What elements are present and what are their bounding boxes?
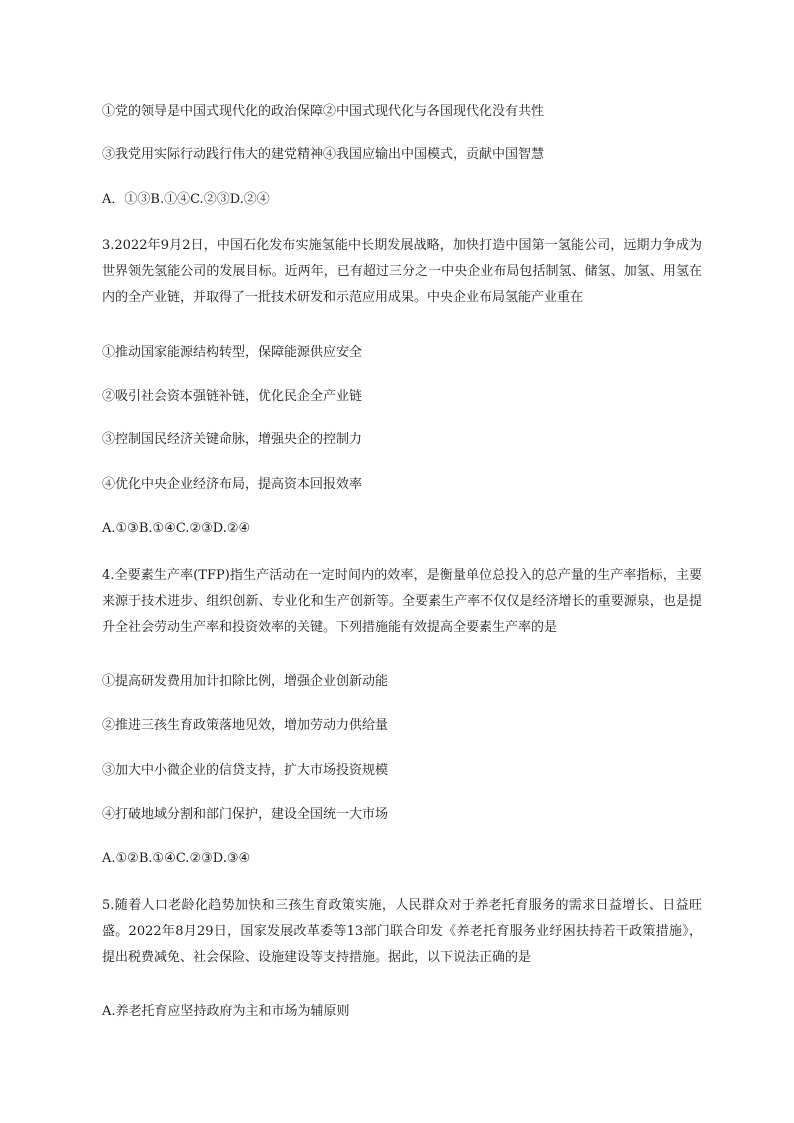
q3-answer-choices: A.①③B.①④C.②③D.②④ — [102, 521, 251, 536]
q4-stem: 4.全要素生产率(TFP)指生产活动在一定时间内的效率，是衡量单位总投入的总产量的生产率指标，主要来源于技术进步、组织创新、专业化和生产创新等。全要素生产率不仅仅是经济增长的重要源泉，也是提升全社会劳动生产率和投资效率的关键。下列措施能有效提高全要素生产率的是 — [102, 568, 702, 635]
q3-option-2: ②吸引社会资本强链补链，优化民企全产业链 — [102, 389, 363, 404]
q3-option-1: ①推动国家能源结构转型，保障能源供应安全 — [102, 345, 363, 360]
q5-option-a: A.养老托育应坚持政府为主和市场为辅原则 — [102, 1004, 350, 1019]
q3-stem: 3.2022年9月2日，中国石化发布实施氢能中长期发展战略，加快打造中国第一氢能公司，远期力争成为世界领先氢能公司的发展目标。近两年，已有超过三分之一中央企业布局包括制氢、储氢、加氢、用氢在内的全产业链，并取得了一批技术研发和示范应用成果。中央企业布局氢能产业重在 — [102, 238, 702, 305]
q2-answer-choices: A．①③B.①④C.②③D.②④ — [102, 192, 270, 207]
q4-option-4: ④打破地域分割和部门保护，建设全国统一大市场 — [102, 807, 389, 822]
q4-option-2: ②推进三孩生育政策落地见效，增加劳动力供给量 — [102, 718, 389, 733]
q4-answer-choices: A.①②B.①④C.②③D.③④ — [102, 851, 251, 866]
q4-option-1: ①提高研发费用加计扣除比例，增强企业创新动能 — [102, 674, 389, 689]
q5-stem: 5.随着人口老龄化趋势加快和三孩生育政策实施，人民群众对于养老托育服务的需求日益增长、日益旺盛。2022年8月29日，国家发展改革委等13部门联合印发《养老托育服务业纾困扶持若干政策措施》，提出税费减免、社会保险、设施建设等支持措施。据此，以下说法正确的是 — [102, 898, 702, 965]
q2-options-line-2: ③我党用实际行动践行伟大的建党精神④我国应输出中国模式，贡献中国智慧 — [102, 147, 545, 162]
q2-options-line-1: ①党的领导是中国式现代化的政治保障②中国式现代化与各国现代化没有共性 — [102, 104, 545, 119]
q3-option-4: ④优化中央企业经济布局，提高资本回报效率 — [102, 477, 363, 492]
q4-option-3: ③加大中小微企业的信贷支持，扩大市场投资规模 — [102, 763, 389, 778]
q3-option-3: ③控制国民经济关键命脉，增强央企的控制力 — [102, 432, 363, 447]
